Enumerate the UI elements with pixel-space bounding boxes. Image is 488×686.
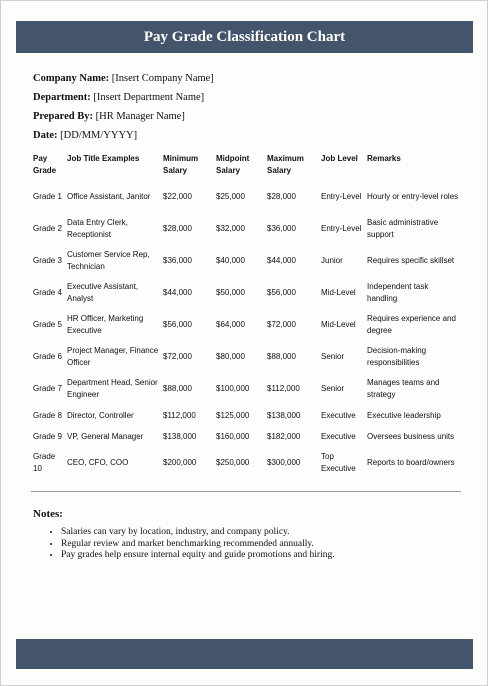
cell-pay-grade: Grade 9 xyxy=(33,431,62,441)
table-row xyxy=(31,405,461,426)
meta-label: Date: xyxy=(33,130,58,141)
list-item: • Pay grades help ensure internal equity and guide promotions and hiring. xyxy=(61,550,461,562)
table-row xyxy=(31,426,461,447)
cell-job-level: Top Executive xyxy=(321,452,356,473)
table-row xyxy=(31,309,461,341)
list-item: • Regular review and market benchmarking recommended annually. xyxy=(61,539,461,551)
cell-job-level: Executive xyxy=(321,431,356,441)
page-title: Pay Grade Classification Chart xyxy=(16,21,473,53)
meta-company xyxy=(33,71,214,90)
cell-minimum-salary: $200,000 xyxy=(163,458,197,467)
table-row xyxy=(31,277,461,309)
cell-job-level: Entry-Level xyxy=(321,192,362,201)
cell-remarks: Requires specific skillset xyxy=(367,256,455,265)
notes-list xyxy=(47,527,461,562)
cell-minimum-salary: $28,000 xyxy=(163,224,192,233)
cell-midpoint-salary: $125,000 xyxy=(216,410,250,420)
cell-job-title: Office Assistant, Janitor xyxy=(67,192,151,201)
meta-prepared-by xyxy=(33,109,214,128)
cell-minimum-salary: $36,000 xyxy=(163,256,192,265)
cell-remarks: Executive leadership xyxy=(367,410,441,420)
cell-midpoint-salary: $50,000 xyxy=(216,288,245,297)
cell-midpoint-salary: $32,000 xyxy=(216,224,245,233)
cell-job-title: Project Manager, Finance Officer xyxy=(67,346,159,367)
cell-pay-grade: Grade 4 xyxy=(33,288,62,297)
cell-maximum-salary: $300,000 xyxy=(267,458,301,467)
cell-minimum-salary: $138,000 xyxy=(163,431,197,441)
cell-remarks: Hourly or entry-level roles xyxy=(367,192,459,201)
cell-job-title: Director, Controller xyxy=(67,410,134,420)
cell-job-level: Senior xyxy=(321,384,345,393)
cell-job-level: Mid-Level xyxy=(321,320,356,329)
cell-pay-grade: Grade 3 xyxy=(33,256,62,265)
cell-remarks: Manages teams and strategy xyxy=(367,378,440,399)
cell-job-title: HR Officer, Marketing Executive xyxy=(67,314,144,335)
header-job-title: Job Title Examples xyxy=(67,154,140,163)
cell-job-level: Executive xyxy=(321,410,356,420)
cell-remarks: Independent task handling xyxy=(367,282,429,303)
table-header-row xyxy=(31,151,461,181)
list-item: • Salaries can vary by location, industry, and company policy. xyxy=(61,527,461,539)
cell-job-title: Department Head, Senior Engineer xyxy=(67,378,158,399)
cell-maximum-salary: $36,000 xyxy=(267,224,296,233)
header-job-level: Job Level xyxy=(321,154,358,163)
cell-remarks: Decision-making responsibilities xyxy=(367,346,427,367)
table-row xyxy=(31,373,461,405)
cell-job-title: VP, General Manager xyxy=(67,431,144,441)
cell-minimum-salary: $88,000 xyxy=(163,384,192,393)
table-row xyxy=(31,245,461,277)
cell-remarks: Oversees business units xyxy=(367,431,455,441)
cell-job-level: Entry-Level xyxy=(321,224,362,233)
cell-maximum-salary: $56,000 xyxy=(267,288,296,297)
cell-pay-grade: Grade 1 xyxy=(33,192,62,201)
cell-remarks: Basic administrative support xyxy=(367,218,439,239)
table-row xyxy=(31,181,461,213)
cell-maximum-salary: $88,000 xyxy=(267,352,296,361)
cell-remarks: Reports to board/owners xyxy=(367,458,455,467)
cell-minimum-salary: $112,000 xyxy=(163,410,196,420)
meta-label: Company Name: xyxy=(33,73,110,84)
cell-job-title: Data Entry Clerk, Receptionist xyxy=(67,218,128,239)
cell-midpoint-salary: $64,000 xyxy=(216,320,245,329)
cell-maximum-salary: $28,000 xyxy=(267,192,296,201)
cell-midpoint-salary: $160,000 xyxy=(216,431,250,441)
cell-pay-grade: Grade 7 xyxy=(33,384,62,393)
cell-minimum-salary: $22,000 xyxy=(163,192,192,201)
table-row xyxy=(31,213,461,245)
cell-maximum-salary: $182,000 xyxy=(267,431,301,441)
cell-job-level: Senior xyxy=(321,352,345,361)
cell-maximum-salary: $138,000 xyxy=(267,410,301,420)
cell-midpoint-salary: $40,000 xyxy=(216,256,245,265)
table-row xyxy=(31,341,461,373)
cell-maximum-salary: $112,000 xyxy=(267,384,300,393)
document-meta xyxy=(33,71,214,147)
meta-label: Department: xyxy=(33,92,91,103)
cell-pay-grade: Grade 5 xyxy=(33,320,62,329)
cell-maximum-salary: $44,000 xyxy=(267,256,296,265)
cell-job-level: Mid-Level xyxy=(321,288,356,297)
meta-label: Prepared By: xyxy=(33,111,93,122)
cell-job-title: Executive Assistant, Analyst xyxy=(67,282,139,303)
header-remarks: Remarks xyxy=(367,154,401,163)
cell-midpoint-salary: $80,000 xyxy=(216,352,245,361)
cell-midpoint-salary: $25,000 xyxy=(216,192,245,201)
cell-job-level: Junior xyxy=(321,256,343,265)
cell-pay-grade: Grade 2 xyxy=(33,224,62,233)
notes-title: Notes: xyxy=(33,508,63,520)
cell-midpoint-salary: $100,000 xyxy=(216,384,250,393)
cell-job-title: CEO, CFO, COO xyxy=(67,458,129,467)
pay-grade-table xyxy=(31,151,461,479)
divider xyxy=(31,491,461,492)
table-row xyxy=(31,447,461,479)
header-pay-grade: Pay Grade xyxy=(33,154,57,175)
meta-value: [Insert Company Name] xyxy=(111,73,214,84)
header-minimum-salary: Minimum Salary xyxy=(163,154,199,175)
cell-maximum-salary: $72,000 xyxy=(267,320,296,329)
cell-minimum-salary: $56,000 xyxy=(163,320,192,329)
meta-department xyxy=(33,90,214,109)
cell-minimum-salary: $44,000 xyxy=(163,288,192,297)
cell-pay-grade: Grade 6 xyxy=(33,352,62,361)
meta-value: [Insert Department Name] xyxy=(93,92,205,103)
footer-bar xyxy=(16,639,473,669)
meta-value: [HR Manager Name] xyxy=(95,111,185,122)
meta-value: [DD/MM/YYYY] xyxy=(60,130,138,141)
cell-remarks: Requires experience and degree xyxy=(367,314,456,335)
cell-minimum-salary: $72,000 xyxy=(163,352,192,361)
header-maximum-salary: Maximum Salary xyxy=(267,154,304,175)
cell-pay-grade: Grade 10 xyxy=(33,452,56,473)
cell-pay-grade: Grade 8 xyxy=(33,410,62,420)
cell-midpoint-salary: $250,000 xyxy=(216,458,250,467)
meta-date xyxy=(33,128,214,147)
cell-job-title: Customer Service Rep, Technician xyxy=(67,250,150,271)
header-midpoint-salary: Midpoint Salary xyxy=(216,154,250,175)
